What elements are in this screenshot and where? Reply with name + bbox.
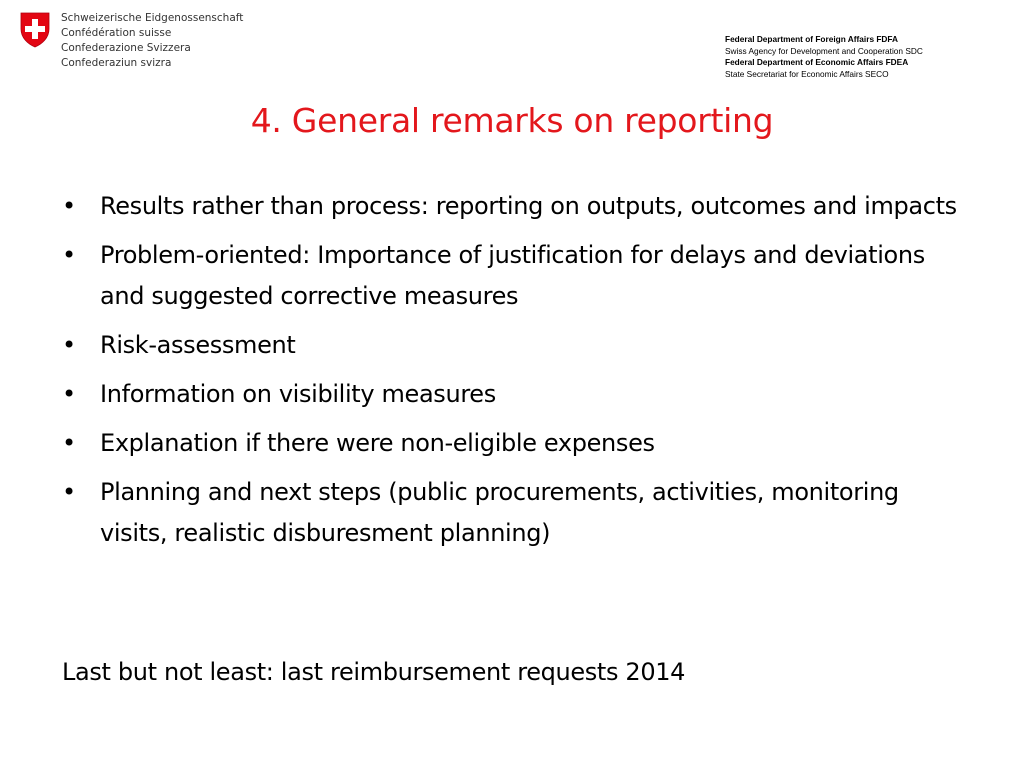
bullet-text: Planning and next steps (public procurements, activities, monitoring visits, realistic disburesment planning): [100, 478, 899, 547]
department-fdea: Federal Department of Economic Affairs FDEA: [725, 57, 909, 67]
bullet-item: [62, 472, 962, 554]
secretariat-seco: State Secretariat for Economic Affairs SECO: [725, 68, 889, 79]
confederation-names: [61, 11, 243, 71]
bullet-text: Information on visibility measures: [100, 380, 496, 408]
bullet-icon: •: [62, 241, 76, 269]
department-block: [725, 34, 923, 80]
confederation-name-it: Confederazione Svizzera: [61, 42, 191, 54]
department-fdfa: Federal Department of Foreign Affairs FDFA: [725, 34, 899, 44]
bullet-icon: •: [62, 429, 76, 457]
confederation-name-fr: Confédération suisse: [61, 27, 172, 39]
bullet-text: Results rather than process: reporting on outputs, outcomes and impacts: [100, 192, 957, 220]
slide-title: 4. General remarks on reporting: [250, 101, 774, 140]
bullet-item: [62, 325, 962, 366]
bullet-item: [62, 235, 962, 317]
bullet-list: [62, 186, 962, 562]
confederation-name-de: Schweizerische Eidgenossenschaft: [61, 12, 244, 24]
bullet-icon: •: [62, 331, 76, 359]
bullet-icon: •: [62, 478, 76, 506]
bullet-item: [62, 186, 962, 227]
closing-statement: Last but not least: last reimbursement requests 2014: [62, 658, 686, 686]
bullet-item: [62, 374, 962, 415]
agency-sdc: Swiss Agency for Development and Cooperation SDC: [725, 45, 923, 56]
swiss-cross-shield-icon: [19, 12, 51, 48]
bullet-item: [62, 423, 962, 464]
bullet-text: Explanation if there were non-eligible expenses: [100, 429, 655, 457]
bullet-icon: •: [62, 380, 76, 408]
confederation-name-rm: Confederaziun svizra: [61, 57, 172, 69]
bullet-text: Problem-oriented: Importance of justification for delays and deviations and suggested corrective measures: [100, 241, 925, 310]
bullet-icon: •: [62, 192, 76, 220]
bullet-text: Risk-assessment: [100, 331, 296, 359]
